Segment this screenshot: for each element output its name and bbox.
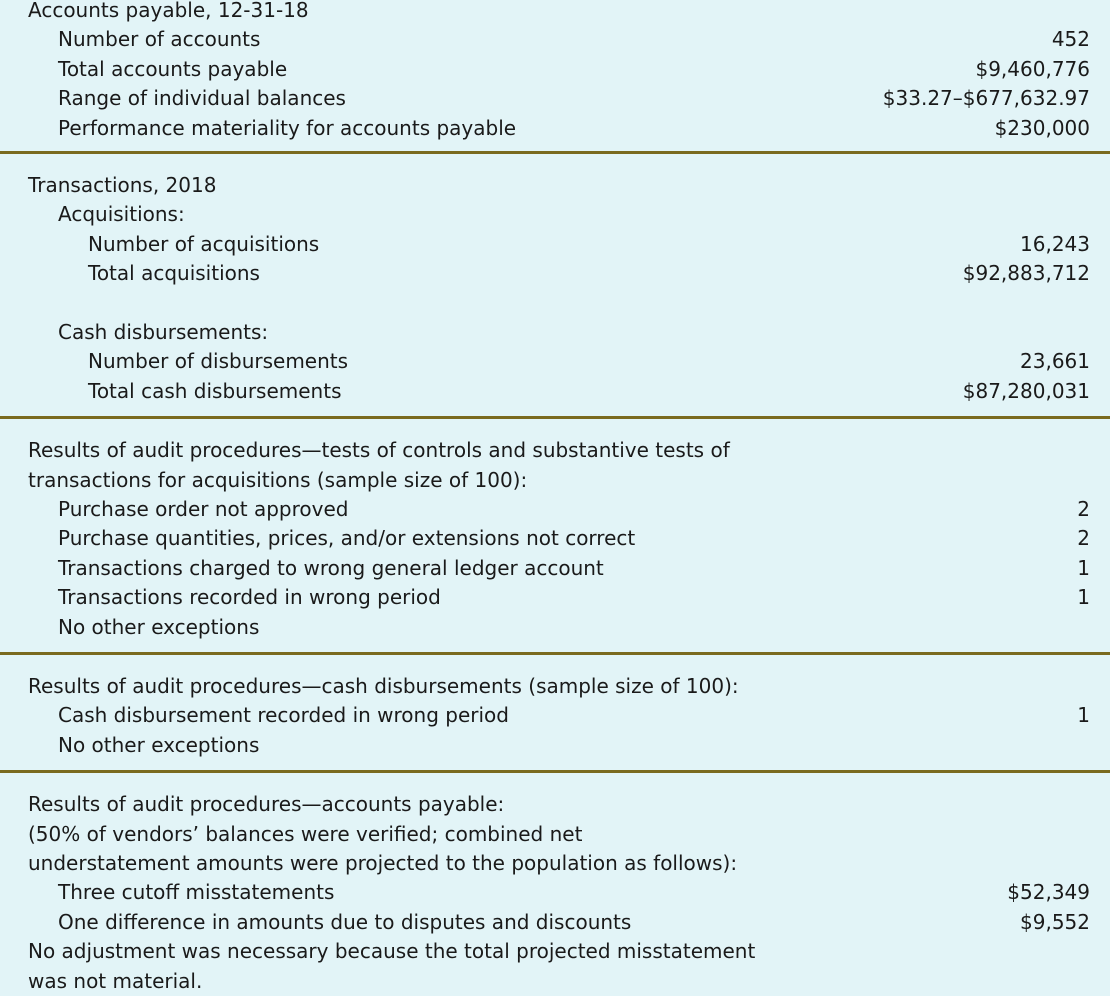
row-label: Transactions recorded in wrong period — [58, 585, 441, 610]
accounts-payable-section — [28, 0, 1090, 143]
disbursements-heading: Cash disbursements: — [58, 319, 269, 344]
acquisitions-heading: Acquisitions: — [58, 202, 185, 227]
row-value: 1 — [1077, 585, 1090, 610]
row-label: Number of acquisitions — [88, 231, 320, 256]
row-value: 2 — [1077, 526, 1090, 551]
ap-conclusion-line2: was not material. — [28, 968, 203, 993]
row-value: 1 — [1077, 555, 1090, 580]
table-row — [28, 377, 1090, 406]
table-row — [28, 524, 1090, 553]
controls-results-section — [28, 419, 1090, 642]
row-label: Total cash disbursements — [88, 378, 342, 403]
table-row — [28, 554, 1090, 583]
row-label: Purchase order not approved — [58, 496, 349, 521]
cash-footer: No other exceptions — [58, 732, 260, 757]
ap-results-heading: Results of audit procedures—accounts payable: — [28, 792, 505, 817]
row-label: Number of accounts — [58, 27, 261, 52]
row-label: Number of disbursements — [88, 349, 349, 374]
controls-heading-line2: transactions for acquisitions (sample size of 100): — [28, 467, 528, 492]
row-value: $9,552 — [1020, 909, 1090, 934]
row-value: $230,000 — [994, 115, 1090, 140]
controls-footer: No other exceptions — [58, 614, 260, 639]
row-value: 452 — [1051, 27, 1090, 52]
row-label: Three cutoff misstatements — [58, 880, 335, 905]
row-label: Performance materiality for accounts payable — [58, 115, 517, 140]
ap-conclusion-line1: No adjustment was necessary because the total projected misstatement — [28, 939, 756, 964]
row-label: Total accounts payable — [58, 56, 288, 81]
row-label: Total acquisitions — [88, 261, 260, 286]
row-value: $92,883,712 — [962, 261, 1090, 286]
table-row — [28, 495, 1090, 524]
controls-heading-line1: Results of audit procedures—tests of controls and substantive tests of — [28, 438, 730, 463]
row-label: Transactions charged to wrong general ledger account — [58, 555, 604, 580]
table-row — [28, 878, 1090, 907]
row-label: Cash disbursement recorded in wrong period — [58, 703, 509, 728]
cash-heading: Results of audit procedures—cash disbursements (sample size of 100): — [28, 673, 739, 698]
ap-note-line1: (50% of vendors’ balances were verified; combined net — [28, 821, 583, 846]
table-row — [28, 701, 1090, 730]
row-label: Purchase quantities, prices, and/or extensions not correct — [58, 526, 636, 551]
table-row — [28, 25, 1090, 54]
table-row — [28, 230, 1090, 259]
row-label: Range of individual balances — [58, 86, 346, 111]
row-value: 16,243 — [1020, 231, 1090, 256]
row-value: 2 — [1077, 496, 1090, 521]
cash-results-section — [28, 655, 1090, 760]
ap-note-line2: understatement amounts were projected to the population as follows): — [28, 850, 738, 875]
table-row — [28, 347, 1090, 376]
blank-line — [28, 289, 1090, 318]
row-value: $87,280,031 — [962, 378, 1090, 403]
row-label: One difference in amounts due to disputes and discounts — [58, 909, 632, 934]
row-value: $52,349 — [1007, 880, 1090, 905]
table-row — [28, 583, 1090, 612]
row-value: 1 — [1077, 703, 1090, 728]
accounts-payable-heading: Accounts payable, 12-31-18 — [28, 0, 309, 22]
table-row — [28, 55, 1090, 84]
table-row — [28, 908, 1090, 937]
row-value: $9,460,776 — [975, 56, 1090, 81]
transactions-heading: Transactions, 2018 — [28, 172, 217, 197]
row-value: $33.27–$677,632.97 — [882, 86, 1090, 111]
table-row — [28, 84, 1090, 113]
table-row — [28, 114, 1090, 143]
table-row — [28, 259, 1090, 288]
ap-results-section — [28, 773, 1090, 996]
transactions-section — [28, 154, 1090, 406]
row-value: 23,661 — [1020, 349, 1090, 374]
